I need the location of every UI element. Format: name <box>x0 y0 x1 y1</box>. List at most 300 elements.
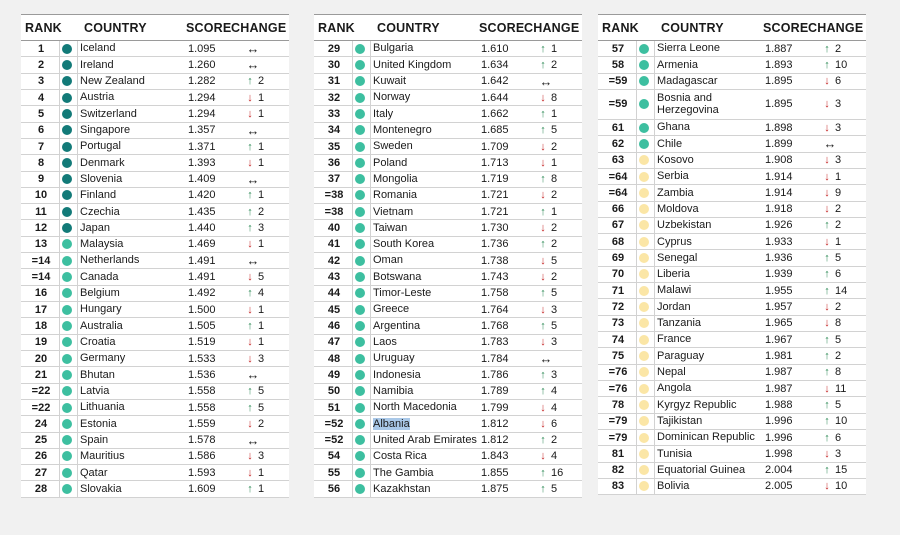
up-arrow-icon: ↑ <box>540 107 546 120</box>
down-arrow-icon: ↓ <box>247 91 253 104</box>
change-cell <box>245 106 289 121</box>
score-cell: 1.536 <box>188 368 216 381</box>
score-cell: 1.533 <box>188 352 216 365</box>
change-cell <box>822 299 866 314</box>
change-cell <box>245 433 289 448</box>
change-cell <box>538 433 582 448</box>
down-arrow-icon: ↓ <box>247 336 253 349</box>
change-value: 8 <box>551 91 558 104</box>
rank-cell: 82 <box>611 464 625 477</box>
down-arrow-icon: ↓ <box>824 235 830 248</box>
country-name: Malawi <box>657 284 692 297</box>
score-cell: 1.965 <box>765 317 793 330</box>
no-change-icon: ↔ <box>823 136 837 152</box>
header-score: SCORE <box>186 21 232 35</box>
category-dot-icon <box>639 44 649 54</box>
change-cell <box>538 253 582 268</box>
score-cell: 1.988 <box>765 398 793 411</box>
change-cell <box>245 400 289 415</box>
change-cell <box>538 318 582 333</box>
change-value: 5 <box>551 483 558 496</box>
header-rank: RANK <box>318 21 355 35</box>
change-value: 2 <box>258 75 265 88</box>
rank-cell: 73 <box>611 317 625 330</box>
score-cell: 1.996 <box>765 431 793 444</box>
score-cell: 1.294 <box>188 91 216 104</box>
category-dot-icon <box>62 451 72 461</box>
change-value: 1 <box>551 156 558 169</box>
rank-cell: 32 <box>327 91 341 104</box>
table-row <box>21 302 289 318</box>
category-dot-icon <box>639 188 649 198</box>
change-cell <box>538 155 582 170</box>
change-cell <box>538 302 582 317</box>
country-name: Sierra Leone <box>657 42 720 55</box>
rank-cell: 35 <box>327 140 341 153</box>
category-dot-icon <box>62 468 72 478</box>
up-arrow-icon: ↑ <box>247 75 253 88</box>
score-cell: 1.095 <box>188 42 216 55</box>
table-row <box>314 220 582 236</box>
change-cell <box>245 139 289 154</box>
table-row <box>598 90 866 120</box>
rank-cell: 37 <box>327 173 341 186</box>
category-dot-icon <box>355 207 365 217</box>
table-row <box>598 414 866 430</box>
rank-cell: 61 <box>611 121 625 134</box>
change-cell <box>822 169 866 184</box>
change-cell <box>538 269 582 284</box>
no-change-icon: ↔ <box>246 171 260 187</box>
category-dot-icon <box>639 433 649 443</box>
change-cell <box>538 106 582 121</box>
table-row <box>21 74 289 90</box>
change-cell <box>822 446 866 461</box>
change-value: 2 <box>551 189 558 202</box>
change-cell <box>245 384 289 399</box>
rank-cell: 48 <box>327 352 341 365</box>
change-cell <box>822 283 866 298</box>
change-cell <box>538 139 582 154</box>
table-row <box>21 416 289 432</box>
country-name: Oman <box>373 254 403 267</box>
change-cell <box>538 335 582 350</box>
category-dot-icon <box>355 125 365 135</box>
table-row <box>314 433 582 449</box>
table-row <box>598 57 866 73</box>
change-value: 1 <box>258 156 265 169</box>
country-name: Austria <box>80 91 115 104</box>
table-row <box>314 384 582 400</box>
up-arrow-icon: ↑ <box>824 415 830 428</box>
rank-cell: 6 <box>37 124 45 137</box>
change-cell <box>245 220 289 235</box>
table-row <box>314 481 582 497</box>
table-row <box>598 74 866 90</box>
change-cell <box>245 253 289 268</box>
no-change-icon: ↔ <box>246 432 260 448</box>
category-dot-icon <box>62 207 72 217</box>
category-dot-icon <box>355 256 365 266</box>
country-name: United Kingdom <box>373 58 452 71</box>
rank-cell: =79 <box>608 431 628 444</box>
change-value: 1 <box>258 238 265 251</box>
down-arrow-icon: ↓ <box>540 417 546 430</box>
category-dot-icon <box>639 253 649 263</box>
rank-cell: 78 <box>611 398 625 411</box>
country-name: Bulgaria <box>373 42 414 55</box>
category-dot-icon <box>62 239 72 249</box>
down-arrow-icon: ↓ <box>824 75 830 88</box>
change-cell <box>822 185 866 200</box>
down-arrow-icon: ↓ <box>540 156 546 169</box>
table-row <box>21 351 289 367</box>
change-value: 1 <box>258 303 265 316</box>
change-cell <box>245 188 289 203</box>
category-dot-icon <box>639 60 649 70</box>
change-cell <box>822 153 866 168</box>
change-cell <box>822 136 866 151</box>
category-dot-icon <box>62 174 72 184</box>
change-value: 2 <box>835 301 842 314</box>
score-cell: 2.004 <box>765 464 793 477</box>
change-cell <box>245 269 289 284</box>
score-cell: 1.409 <box>188 173 216 186</box>
rank-cell: 7 <box>37 140 45 153</box>
change-value: 5 <box>835 252 842 265</box>
score-cell: 1.784 <box>481 352 509 365</box>
change-cell <box>245 172 289 187</box>
down-arrow-icon: ↓ <box>824 170 830 183</box>
country-name: Angola <box>657 382 692 395</box>
score-cell: 1.843 <box>481 450 509 463</box>
score-cell: 1.440 <box>188 222 216 235</box>
country-name: Finland <box>80 189 117 202</box>
country-name: Ghana <box>657 121 691 134</box>
change-value: 4 <box>551 401 558 414</box>
category-dot-icon <box>355 337 365 347</box>
table-row <box>598 463 866 479</box>
rank-cell: =64 <box>608 186 628 199</box>
rank-cell: =22 <box>31 385 51 398</box>
score-cell: 1.609 <box>188 483 216 496</box>
rank-cell: 54 <box>327 450 341 463</box>
country-name: Ireland <box>80 58 114 71</box>
country-name: Senegal <box>657 251 698 264</box>
header-change: CHANGE <box>524 21 580 35</box>
score-cell: 1.799 <box>481 401 509 414</box>
table-row <box>598 365 866 381</box>
rank-cell: 50 <box>327 385 341 398</box>
rank-cell: 57 <box>611 42 625 55</box>
down-arrow-icon: ↓ <box>540 336 546 349</box>
rank-cell: 83 <box>611 480 625 493</box>
table-row <box>598 41 866 57</box>
table-row <box>598 283 866 299</box>
table-row <box>21 318 289 334</box>
table-row <box>314 237 582 253</box>
table-row <box>598 430 866 446</box>
change-value: 2 <box>551 222 558 235</box>
country-name: Portugal <box>80 140 121 153</box>
rank-cell: 25 <box>34 434 48 447</box>
rank-cell: 3 <box>37 75 45 88</box>
category-dot-icon <box>355 386 365 396</box>
up-arrow-icon: ↑ <box>540 434 546 447</box>
score-cell: 1.898 <box>765 121 793 134</box>
up-arrow-icon: ↑ <box>540 173 546 186</box>
up-arrow-icon: ↑ <box>540 466 546 479</box>
down-arrow-icon: ↓ <box>247 466 253 479</box>
score-cell: 1.789 <box>481 385 509 398</box>
table-row <box>314 57 582 73</box>
score-cell: 1.685 <box>481 124 509 137</box>
change-cell <box>245 90 289 105</box>
header-country: COUNTRY <box>84 21 147 35</box>
score-cell: 1.981 <box>765 349 793 362</box>
country-name: Belgium <box>80 287 120 300</box>
change-cell <box>245 335 289 350</box>
table-row <box>598 381 866 397</box>
score-cell: 1.420 <box>188 189 216 202</box>
rank-cell: =59 <box>608 75 628 88</box>
country-name: Montenegro <box>373 123 432 136</box>
up-arrow-icon: ↑ <box>824 252 830 265</box>
no-change-icon: ↔ <box>539 73 553 89</box>
table-row <box>21 286 289 302</box>
score-cell: 1.559 <box>188 417 216 430</box>
up-arrow-icon: ↑ <box>540 238 546 251</box>
country-name: Uruguay <box>373 352 415 365</box>
country-name: Iceland <box>80 42 116 55</box>
score-cell: 2.005 <box>765 480 793 493</box>
down-arrow-icon: ↓ <box>540 254 546 267</box>
category-dot-icon <box>639 400 649 410</box>
category-dot-icon <box>62 223 72 233</box>
change-value: 2 <box>551 271 558 284</box>
table-row <box>21 139 289 155</box>
change-value: 5 <box>551 254 558 267</box>
country-name: Slovakia <box>80 482 122 495</box>
change-cell <box>538 449 582 464</box>
rank-cell: 33 <box>327 107 341 120</box>
category-dot-icon <box>639 318 649 328</box>
country-name: Tajikistan <box>657 414 703 427</box>
category-dot-icon <box>639 204 649 214</box>
down-arrow-icon: ↓ <box>824 382 830 395</box>
country-name: Indonesia <box>373 368 421 381</box>
country-name: Qatar <box>80 466 108 479</box>
table-row <box>598 397 866 413</box>
down-arrow-icon: ↓ <box>247 156 253 169</box>
change-cell <box>245 123 289 138</box>
country-name: Serbia <box>657 170 689 183</box>
score-cell: 1.914 <box>765 170 793 183</box>
change-value: 2 <box>551 238 558 251</box>
change-cell <box>538 400 582 415</box>
category-dot-icon <box>355 142 365 152</box>
down-arrow-icon: ↓ <box>540 271 546 284</box>
score-cell: 1.578 <box>188 434 216 447</box>
rank-cell: 20 <box>34 352 48 365</box>
country-name: Estonia <box>80 417 117 430</box>
category-dot-icon <box>639 269 649 279</box>
table-row <box>598 348 866 364</box>
change-value: 1 <box>551 205 558 218</box>
rank-cell: =52 <box>324 417 344 430</box>
rank-cell: 55 <box>327 466 341 479</box>
category-dot-icon <box>639 302 649 312</box>
change-value: 3 <box>835 447 842 460</box>
country-name: Japan <box>80 221 110 234</box>
rank-cell: 16 <box>34 287 48 300</box>
rank-cell: 42 <box>327 254 341 267</box>
change-cell <box>822 120 866 135</box>
table-row <box>21 41 289 57</box>
rank-cell: 44 <box>327 287 341 300</box>
change-cell <box>245 351 289 366</box>
score-cell: 1.610 <box>481 42 509 55</box>
country-name: New Zealand <box>80 75 145 88</box>
score-cell: 1.371 <box>188 140 216 153</box>
rank-cell: 40 <box>327 222 341 235</box>
score-cell: 1.500 <box>188 303 216 316</box>
country-name: United Arab Emirates <box>373 433 477 446</box>
change-cell <box>822 463 866 478</box>
rank-cell: 5 <box>37 107 45 120</box>
table-row <box>598 316 866 332</box>
change-value: 6 <box>835 268 842 281</box>
country-name: Italy <box>373 107 394 120</box>
change-cell <box>822 250 866 265</box>
up-arrow-icon: ↑ <box>824 366 830 379</box>
table-row <box>598 153 866 169</box>
change-cell <box>538 123 582 138</box>
rank-cell: 46 <box>327 319 341 332</box>
up-arrow-icon: ↑ <box>824 219 830 232</box>
header-change: CHANGE <box>231 21 287 35</box>
category-dot-icon <box>62 190 72 200</box>
up-arrow-icon: ↑ <box>540 42 546 55</box>
change-cell <box>822 348 866 363</box>
up-arrow-icon: ↑ <box>824 58 830 71</box>
category-dot-icon <box>355 321 365 331</box>
rank-cell: 71 <box>611 284 625 297</box>
change-value: 5 <box>258 401 265 414</box>
change-cell <box>822 479 866 494</box>
score-cell: 1.282 <box>188 75 216 88</box>
table-row <box>314 204 582 220</box>
rank-cell: 26 <box>34 450 48 463</box>
score-cell: 1.998 <box>765 447 793 460</box>
up-arrow-icon: ↑ <box>247 222 253 235</box>
no-change-icon: ↔ <box>246 122 260 138</box>
country-name: Botswana <box>373 270 422 283</box>
table-row <box>598 169 866 185</box>
rank-cell: =59 <box>608 98 628 111</box>
category-dot-icon <box>62 256 72 266</box>
header-country: COUNTRY <box>661 21 724 35</box>
down-arrow-icon: ↓ <box>824 98 830 111</box>
score-cell: 1.721 <box>481 189 509 202</box>
score-cell: 1.709 <box>481 140 509 153</box>
table-row <box>21 204 289 220</box>
category-dot-icon <box>639 384 649 394</box>
change-value: 4 <box>551 385 558 398</box>
rank-cell: =76 <box>608 366 628 379</box>
rank-cell: =79 <box>608 415 628 428</box>
score-cell: 1.435 <box>188 205 216 218</box>
change-value: 1 <box>258 466 265 479</box>
country-name: Nepal <box>657 366 686 379</box>
down-arrow-icon: ↓ <box>824 121 830 134</box>
country-name: Singapore <box>80 123 131 136</box>
country-name: Lithuania <box>80 401 125 414</box>
country-name: Kyrgyz Republic <box>657 398 737 411</box>
category-dot-icon <box>62 76 72 86</box>
score-cell: 1.491 <box>188 271 216 284</box>
rank-cell: 27 <box>34 466 48 479</box>
rank-cell: 13 <box>34 238 48 251</box>
change-cell <box>245 465 289 480</box>
change-cell <box>822 90 866 119</box>
table-row <box>314 139 582 155</box>
category-dot-icon <box>62 272 72 282</box>
score-cell: 1.644 <box>481 91 509 104</box>
change-value: 1 <box>835 235 842 248</box>
change-value: 3 <box>258 352 265 365</box>
country-name: Chile <box>657 137 683 150</box>
change-cell <box>245 367 289 382</box>
table-row <box>21 384 289 400</box>
change-cell <box>822 397 866 412</box>
change-cell <box>822 202 866 217</box>
change-value: 8 <box>835 366 842 379</box>
category-dot-icon <box>355 288 365 298</box>
rank-cell: 49 <box>327 368 341 381</box>
up-arrow-icon: ↑ <box>540 124 546 137</box>
table-row <box>314 465 582 481</box>
rank-cell: 29 <box>327 42 341 55</box>
table-row <box>314 286 582 302</box>
up-arrow-icon: ↑ <box>247 401 253 414</box>
country-name: Tanzania <box>657 317 702 330</box>
change-cell <box>538 237 582 252</box>
rank-cell: =52 <box>324 434 344 447</box>
change-cell <box>822 57 866 72</box>
rank-cell: 30 <box>327 58 341 71</box>
rank-cell: 4 <box>37 91 45 104</box>
table-row <box>314 400 582 416</box>
category-dot-icon <box>355 239 365 249</box>
category-dot-icon <box>639 335 649 345</box>
country-name: Paraguay <box>657 349 705 362</box>
table-row <box>314 123 582 139</box>
table-row <box>314 416 582 432</box>
table-row <box>21 123 289 139</box>
table-row <box>314 302 582 318</box>
score-cell: 1.743 <box>481 271 509 284</box>
change-value: 2 <box>835 219 842 232</box>
category-dot-icon <box>639 416 649 426</box>
change-value: 1 <box>258 91 265 104</box>
change-cell <box>245 204 289 219</box>
change-value: 10 <box>835 415 848 428</box>
country-name: Switzerland <box>80 107 137 120</box>
change-value: 5 <box>551 319 558 332</box>
score-cell: 1.736 <box>481 238 509 251</box>
country-name: North Macedonia <box>373 401 457 414</box>
